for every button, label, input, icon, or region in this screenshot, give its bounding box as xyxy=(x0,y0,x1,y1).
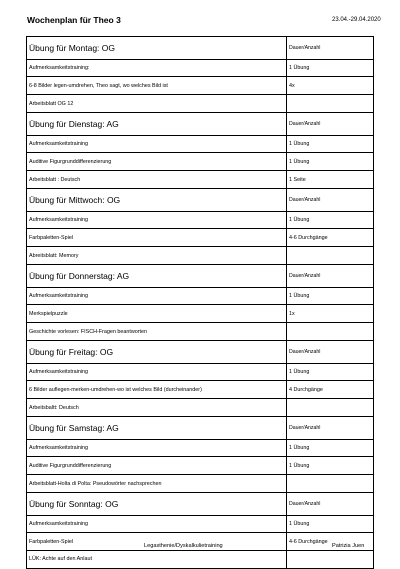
task-row xyxy=(27,515,374,533)
task-row xyxy=(27,381,374,399)
task-amount xyxy=(287,247,374,265)
amount-header: Dauer/Anzahl xyxy=(287,112,374,135)
amount-header: Dauer/Anzahl xyxy=(287,340,374,363)
footer-training-label: Legasthenie/Dyskalkulietraining xyxy=(144,543,223,549)
task-label: Aufmerksamkeitstraining xyxy=(27,211,287,229)
task-amount: 1 Übung xyxy=(287,287,374,305)
day-row-monday xyxy=(27,37,374,60)
task-label: Arbeitsblatt : Deutsch xyxy=(27,171,287,189)
day-row-sunday xyxy=(27,492,374,515)
task-row xyxy=(27,95,374,113)
amount-header: Dauer/Anzahl xyxy=(287,188,374,211)
task-label: Aufmerksamkeitstraining xyxy=(27,363,287,381)
task-row xyxy=(27,229,374,247)
task-amount: 1 Übung xyxy=(287,135,374,153)
footer-author: Patrizia Juen xyxy=(332,543,365,549)
task-label: Arbeitsblatt-Holta di Polta: Pseudowörter nachsprechen xyxy=(27,475,287,493)
task-row xyxy=(27,457,374,475)
task-amount: 4x xyxy=(287,77,374,95)
task-row xyxy=(27,153,374,171)
task-amount: 1 Übung xyxy=(287,439,374,457)
day-row-thursday xyxy=(27,264,374,287)
day-row-wednesday xyxy=(27,188,374,211)
amount-header: Dauer/Anzahl xyxy=(287,37,374,60)
task-label: Merkspielpuzzle xyxy=(27,305,287,323)
day-row-saturday xyxy=(27,416,374,439)
task-label: Arbeitsblatt OG 12 xyxy=(27,95,287,113)
task-label: Arbeitsbaltt: Deutsch xyxy=(27,399,287,417)
task-label: 6 Bilder auflegen-merken-umdrehen-wo ist welches Bild (durcheinander) xyxy=(27,381,287,399)
task-label: Aufmerksamkeitstraining xyxy=(27,287,287,305)
task-amount: 1 Übung xyxy=(287,457,374,475)
task-row xyxy=(27,305,374,323)
day-heading: Übung für Dienstag: AG xyxy=(27,112,287,135)
amount-header: Dauer/Anzahl xyxy=(287,264,374,287)
task-row xyxy=(27,59,374,77)
task-row xyxy=(27,247,374,265)
task-label: Auditive Figurgrunddifferenzierung xyxy=(27,153,287,171)
task-amount xyxy=(287,95,374,113)
task-row xyxy=(27,135,374,153)
task-label: Aufmerksamkeitstraining: xyxy=(27,59,287,77)
day-heading: Übung für Montag: OG xyxy=(27,37,287,60)
task-label: Auditive Figurgrunddifferenzierung xyxy=(27,457,287,475)
amount-header: Dauer/Anzahl xyxy=(287,492,374,515)
task-amount: 4 Durchgänge xyxy=(287,381,374,399)
amount-header: Dauer/Anzahl xyxy=(287,416,374,439)
day-heading: Übung für Mittwoch: OG xyxy=(27,188,287,211)
task-row xyxy=(27,363,374,381)
day-row-tuesday xyxy=(27,112,374,135)
task-row xyxy=(27,439,374,457)
task-label: LÜK: Achte auf den Anlaut xyxy=(27,551,287,569)
task-row xyxy=(27,77,374,95)
day-row-friday xyxy=(27,340,374,363)
task-amount: 4-6 Durchgänge xyxy=(287,533,374,551)
task-amount: 4-6 Durchgänge xyxy=(287,229,374,247)
task-amount: 1 Übung xyxy=(287,515,374,533)
task-label: Aufmerksamkeitstraining xyxy=(27,515,287,533)
task-label: Geschichte vorlesen: FISCH-Fragen beantworten xyxy=(27,323,287,341)
task-row xyxy=(27,287,374,305)
task-row xyxy=(27,475,374,493)
day-heading: Übung für Samstag: AG xyxy=(27,416,287,439)
document-title: Wochenplan für Theo 3 xyxy=(27,15,121,25)
task-label: Abreitsblatt: Memory xyxy=(27,247,287,265)
task-row xyxy=(27,211,374,229)
task-label: Farbpaletten-Spiel xyxy=(27,533,287,551)
task-amount: 1 Übung xyxy=(287,153,374,171)
task-amount: 1x xyxy=(287,305,374,323)
task-amount xyxy=(287,475,374,493)
task-amount: 1 Übung xyxy=(287,211,374,229)
task-label: Farbpaletten-Spiel xyxy=(27,229,287,247)
task-label: Aufmerksamkeitstraining xyxy=(27,439,287,457)
weekly-plan-table xyxy=(26,36,374,569)
task-row xyxy=(27,171,374,189)
day-heading: Übung für Freitag: OG xyxy=(27,340,287,363)
day-heading: Übung für Donnerstag: AG xyxy=(27,264,287,287)
day-heading: Übung für Sonntag: OG xyxy=(27,492,287,515)
date-range: 23.04.-29.04.2020 xyxy=(332,17,381,23)
task-amount: 1 Seite xyxy=(287,171,374,189)
task-label: 6-8 Bilder legen-umdrehen, Theo sagt, wo welches Bild ist xyxy=(27,77,287,95)
task-amount xyxy=(287,323,374,341)
task-amount: 1 Übung xyxy=(287,363,374,381)
task-label: Aufmerksamkeitstraining xyxy=(27,135,287,153)
task-amount: 1 Übung xyxy=(287,59,374,77)
task-amount xyxy=(287,399,374,417)
task-row xyxy=(27,323,374,341)
task-row xyxy=(27,399,374,417)
